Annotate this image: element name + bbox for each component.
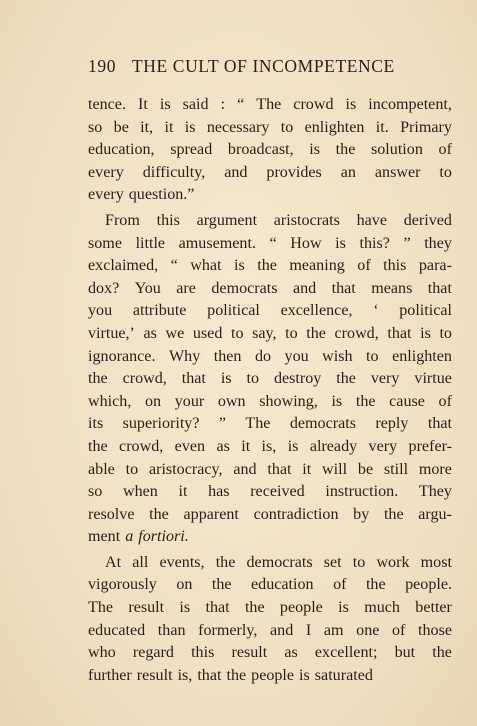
text-line: ment a fortiori. bbox=[88, 528, 189, 546]
body-text bbox=[88, 94, 452, 687]
book-page bbox=[88, 54, 452, 687]
text-line: virtue,’ as we used to say, to the crowd, that is to bbox=[88, 324, 452, 342]
text-line: tence. It is said : “ The crowd is incompetent, bbox=[88, 96, 452, 113]
text-line: vigorously on the education of the people. bbox=[88, 576, 452, 594]
running-title: THE CULT OF INCOMPETENCE bbox=[132, 56, 395, 76]
paragraph bbox=[88, 94, 452, 207]
text-line: further result is, that the people is saturated bbox=[88, 666, 373, 684]
text-line: every question.” bbox=[88, 186, 195, 204]
text-line: you attribute political excellence, ‘ political bbox=[88, 302, 452, 320]
text-line: educated than formerly, and I am one of those bbox=[88, 621, 452, 639]
paragraph bbox=[88, 552, 452, 688]
text-line: From this argument aristocrats have derived bbox=[105, 211, 452, 229]
text-line: ignorance. Why then do you wish to enlighten bbox=[88, 347, 452, 365]
text-line: every difficulty, and provides an answer to bbox=[88, 163, 452, 181]
text-line: education, spread broadcast, is the solution of bbox=[88, 141, 452, 159]
text-line: its superiority? ” The democrats reply that bbox=[88, 415, 452, 433]
text-line: so be it, it is necessary to enlighten it. Primary bbox=[88, 118, 452, 136]
running-header bbox=[88, 54, 452, 80]
text-line: The result is that the people is much better bbox=[88, 599, 452, 617]
text-line: dox? You are democrats and that means that bbox=[88, 279, 452, 297]
text-line: able to aristocracy, and that it will be still more bbox=[88, 460, 452, 478]
text-line: exclaimed, “ what is the meaning of this para- bbox=[88, 257, 452, 275]
text-line: At all events, the democrats set to work most bbox=[105, 553, 452, 571]
text-line: who regard this result as excellent; but the bbox=[88, 644, 452, 662]
text-line: resolve the apparent contradiction by the argu- bbox=[88, 505, 452, 523]
text-line: the crowd, even as it is, is already very prefer- bbox=[88, 437, 452, 455]
text-line: the crowd, that is to destroy the very virtue bbox=[88, 370, 452, 388]
page-number: 190 bbox=[88, 56, 117, 76]
text-line: some little amusement. “ How is this? ” they bbox=[88, 234, 452, 252]
text-line: so when it has received instruction. They bbox=[88, 483, 452, 501]
paragraph bbox=[88, 210, 452, 549]
text-line: which, on your own showing, is the cause of bbox=[88, 392, 452, 410]
